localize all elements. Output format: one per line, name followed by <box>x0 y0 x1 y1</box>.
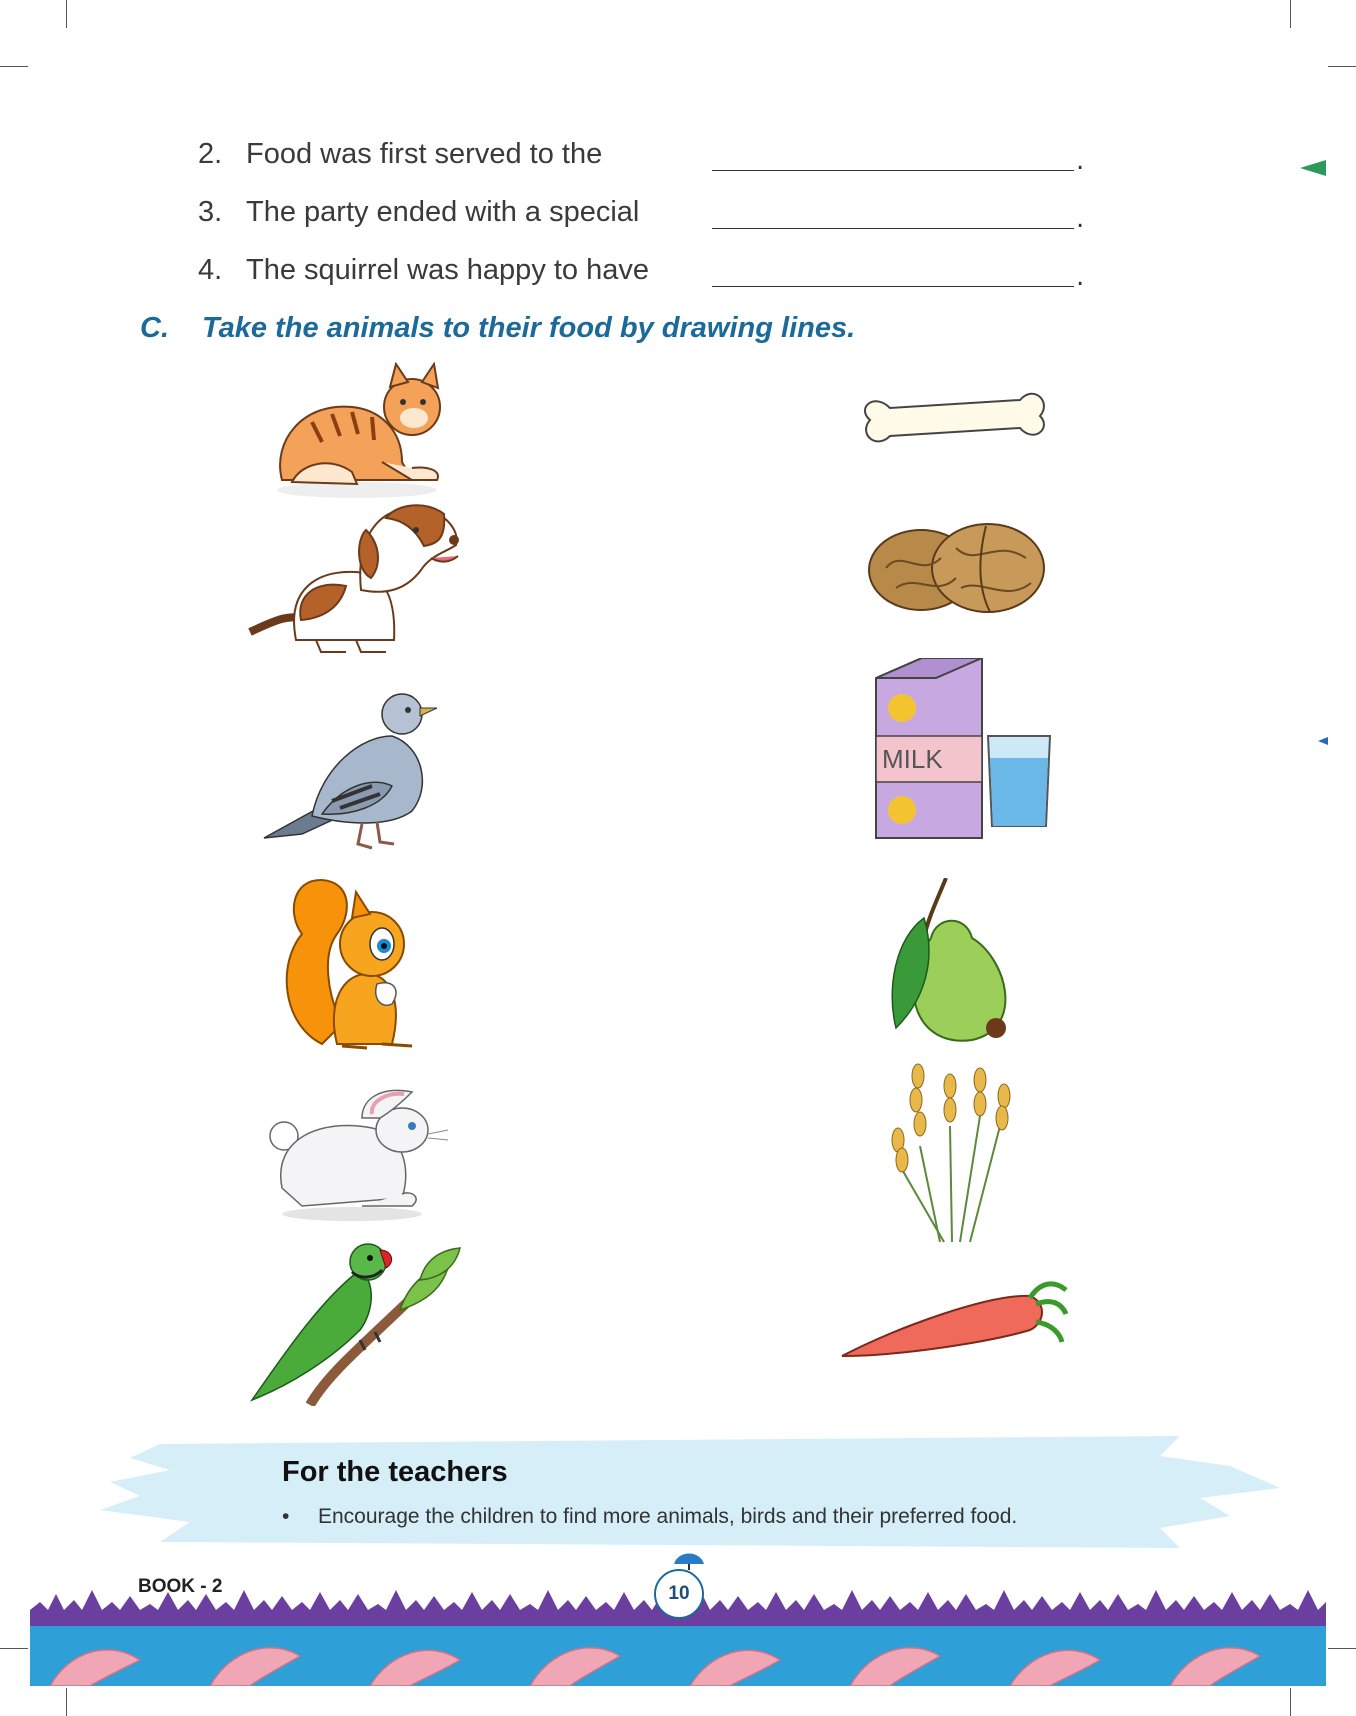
squirrel-image[interactable] <box>282 874 430 1054</box>
section-letter: C. <box>140 312 169 344</box>
crop-mark <box>66 0 67 28</box>
crop-mark <box>1290 0 1291 28</box>
blank-period: . <box>1076 262 1085 292</box>
bullet-icon: • <box>282 1505 290 1528</box>
dog-image[interactable] <box>246 500 472 656</box>
milk-image[interactable] <box>862 658 1058 840</box>
cat-image[interactable] <box>262 362 452 502</box>
bone-image[interactable] <box>860 378 1050 466</box>
question-number: 3. <box>198 196 223 228</box>
teacher-note-text: Encourage the children to find more animals, birds and their preferred food. <box>318 1505 1018 1528</box>
book-label: BOOK - 2 <box>138 1576 223 1597</box>
question-number: 4. <box>198 254 223 286</box>
carrot-image[interactable] <box>840 1276 1068 1360</box>
teacher-note-background <box>100 1436 1280 1548</box>
wheat-image[interactable] <box>880 1056 1026 1244</box>
umbrella-icon <box>672 1548 706 1570</box>
crop-mark <box>66 1688 67 1716</box>
question-text: Food was first served to the <box>246 138 603 170</box>
teacher-note-title: For the teachers <box>282 1456 508 1488</box>
page-number: 10 <box>654 1569 704 1619</box>
question-number: 2. <box>198 138 223 170</box>
guava-image[interactable] <box>876 878 1044 1044</box>
crop-mark <box>1328 66 1356 67</box>
margin-marker <box>1318 736 1330 746</box>
crop-mark <box>0 1648 28 1649</box>
question-text: The squirrel was happy to have <box>246 254 649 286</box>
rabbit-image[interactable] <box>262 1078 450 1224</box>
answer-blank-2[interactable] <box>712 140 1074 171</box>
answer-blank-3[interactable] <box>712 198 1074 229</box>
section-title: Take the animals to their food by drawing lines. <box>202 312 856 344</box>
blank-period: . <box>1076 204 1085 234</box>
question-4 <box>198 254 649 287</box>
question-2 <box>198 138 602 171</box>
answer-blank-4[interactable] <box>712 256 1074 287</box>
margin-marker <box>1300 160 1328 176</box>
question-text: The party ended with a special <box>246 196 640 228</box>
question-3 <box>198 196 639 229</box>
parrot-image[interactable] <box>250 1240 462 1406</box>
crop-mark <box>0 66 28 67</box>
teacher-note-item <box>282 1505 1017 1529</box>
crop-mark <box>1290 1688 1291 1716</box>
milk-label: MILK <box>882 744 943 774</box>
section-heading <box>140 312 855 345</box>
blank-period: . <box>1076 146 1085 176</box>
walnut-image[interactable] <box>866 518 1048 616</box>
crop-mark <box>1328 1648 1356 1649</box>
pigeon-image[interactable] <box>262 686 440 854</box>
